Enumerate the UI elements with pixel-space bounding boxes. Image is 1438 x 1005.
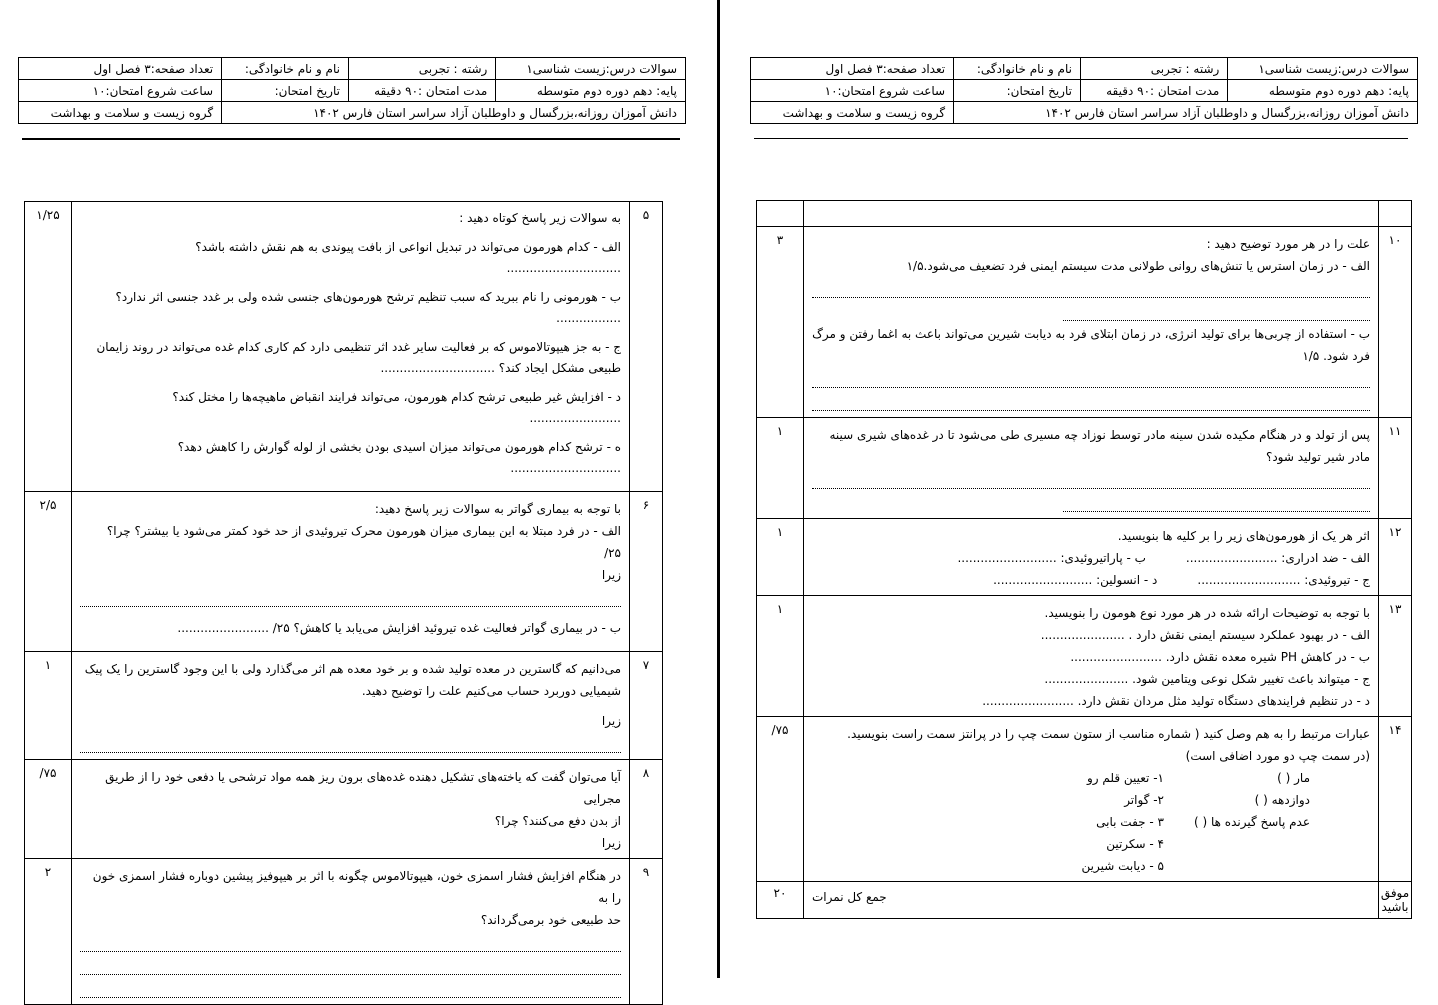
answer-line[interactable] bbox=[80, 586, 621, 607]
question-text: ب - استفاده از چربی‌ها برای تولید انرژی، در زمان ابتلای فرد به دیابت شیرین می‌تواند باعث به اغما رفتن و مرگ bbox=[812, 327, 1370, 341]
header-subject: سوالات درس:زیست شناسی۱ bbox=[1228, 58, 1418, 80]
matching-columns bbox=[812, 767, 1370, 877]
question-number: ۹ bbox=[630, 859, 663, 1005]
questions-table-left bbox=[24, 201, 663, 1005]
header-grade: پایه: دهم دوره دوم متوسطه bbox=[1228, 80, 1418, 102]
question-score: ۲/۵ bbox=[25, 492, 72, 652]
header-students: دانش آموزان روزانه،بزرگسال و داوطلبان آزاد سراسر استان فارس ۱۴۰۲ bbox=[954, 102, 1418, 124]
question-score: ۱ bbox=[757, 596, 804, 717]
header-field: رشته : تجربی bbox=[1080, 58, 1227, 80]
question-text: د - افزایش غیر طبیعی ترشح کدام هورمون، می‌تواند فرایند انقباض ماهیچه‌ها را مختل کند؟ ........................ bbox=[172, 390, 621, 425]
question-number: ۵ bbox=[630, 202, 663, 492]
question-text: حد طبیعی خود برمی‌گرداند؟ bbox=[480, 913, 621, 927]
question-text: طبیعی مشکل ایجاد کند؟ .............................. bbox=[380, 361, 621, 375]
question-number: ۱۳ bbox=[1379, 596, 1412, 717]
question-text: ب - در بیماری گواتر فعالیت غده تیروئید افزایش می‌یابد یا کاهش؟ ۲۵/ ........................ bbox=[177, 621, 621, 635]
header-start-time: ساعت شروع امتحان:۱۰ bbox=[751, 80, 954, 102]
question-number: ۱۲ bbox=[1379, 519, 1412, 596]
answer-line[interactable] bbox=[1063, 491, 1370, 512]
question-text: زیرا bbox=[601, 836, 621, 850]
questions-table-right bbox=[756, 200, 1412, 919]
header-student-name: نام و نام خانوادگی: bbox=[222, 58, 349, 80]
header-group: گروه زیست و سلامت و بهداشت bbox=[19, 102, 222, 124]
question-text: از بدن دفع می‌کنند؟ چرا؟ bbox=[494, 814, 621, 828]
answer-line[interactable] bbox=[80, 732, 621, 753]
question-row bbox=[757, 596, 1412, 717]
question-number: ۱۱ bbox=[1379, 418, 1412, 519]
left-page bbox=[0, 0, 716, 978]
question-row bbox=[757, 418, 1412, 519]
question-text: زیرا bbox=[601, 714, 621, 728]
answer-line[interactable] bbox=[80, 954, 621, 975]
question-row bbox=[25, 492, 663, 652]
question-text: (در سمت چپ دو مورد اضافی است) bbox=[1185, 749, 1370, 763]
total-score: ۲۰ bbox=[757, 882, 804, 919]
answer-line[interactable] bbox=[80, 977, 621, 998]
question-score: ۷۵/ bbox=[25, 760, 72, 859]
question-score: ۱/۲۵ bbox=[25, 202, 72, 492]
matching-item[interactable]: مار ( ) bbox=[1277, 771, 1310, 785]
question-row bbox=[25, 202, 663, 492]
total-label: جمع کل نمرات bbox=[804, 882, 1379, 919]
question-score: ۲ bbox=[25, 859, 72, 1005]
exam-header bbox=[750, 57, 1418, 124]
question-text: د - انسولین: .......................... bbox=[993, 573, 1158, 587]
question-text: آیا می‌توان گفت که یاخته‌های تشکیل دهنده غده‌های برون ریز همه مواد ترشحی یا دفعی خود را از طریق مجرایی bbox=[105, 770, 621, 806]
header-field: رشته : تجربی bbox=[348, 58, 495, 80]
question-number: ۱۰ bbox=[1379, 227, 1412, 418]
answer-line[interactable] bbox=[812, 277, 1370, 298]
answer-line[interactable] bbox=[812, 367, 1370, 388]
header-subject: سوالات درس:زیست شناسی۱ bbox=[496, 58, 686, 80]
question-text: با توجه به بیماری گواتر به سوالات زیر پاسخ دهید: bbox=[374, 502, 621, 516]
matching-option: ۲- گواتر bbox=[1124, 793, 1164, 807]
header-pages: تعداد صفحه:۳ فصل اول bbox=[19, 58, 222, 80]
exam-header bbox=[18, 57, 686, 124]
question-text: ج - تیروئیدی: ........................... bbox=[1197, 573, 1370, 587]
header-rule bbox=[22, 138, 680, 140]
matching-left-column bbox=[1082, 767, 1164, 877]
question-number: ۷ bbox=[630, 652, 663, 760]
answer-line[interactable] bbox=[80, 931, 621, 952]
question-row bbox=[757, 227, 1412, 418]
question-text: الف - کدام هورمون می‌تواند در تبدیل انواعی از بافت پیوندی به هم نقش داشته باشد؟ .............................. bbox=[195, 240, 621, 275]
question-text: اثر هر یک از هورمون‌های زیر را بر کلیه ها بنویسید. bbox=[1117, 529, 1370, 543]
question-score: ۱ bbox=[757, 418, 804, 519]
question-text: شیمیایی دوربرد حساب می‌کنیم علت را توضیح دهید. bbox=[361, 684, 621, 698]
footer-row bbox=[757, 882, 1412, 919]
question-text: فرد شود. ۱/۵ bbox=[1302, 349, 1370, 363]
question-text: می‌دانیم که گاسترین در معده تولید شده و بر خود معده هم اثر می‌گذارد ولی با این وجود گاسترین را یک پیک bbox=[84, 662, 621, 676]
question-text: ب - هورمونی را نام ببرید که سبب تنظیم ترشح هورمون‌های جنسی شده ولی بر غدد جنسی اثر ندارد؟ ................. bbox=[115, 290, 621, 325]
question-row bbox=[25, 652, 663, 760]
header-students: دانش آموزان روزانه،بزرگسال و داوطلبان آزاد سراسر استان فارس ۱۴۰۲ bbox=[222, 102, 686, 124]
question-number: ۸ bbox=[630, 760, 663, 859]
question-text: به سوالات زیر پاسخ کوتاه دهید : bbox=[459, 211, 621, 225]
question-score: ۱ bbox=[25, 652, 72, 760]
matching-right-column bbox=[1194, 767, 1310, 877]
question-text: علت را در هر مورد توضیح دهید : bbox=[1206, 237, 1370, 251]
header-pages: تعداد صفحه:۳ فصل اول bbox=[751, 58, 954, 80]
matching-option: ۵ - دیابت شیرین bbox=[1081, 859, 1164, 873]
matching-item[interactable]: عدم پاسخ گیرنده ها ( ) bbox=[1194, 815, 1310, 829]
question-text: با توجه به توضیحات ارائه شده در هر مورد نوع هومون را بنویسید. bbox=[1044, 606, 1370, 620]
question-text: ب - پاراتیروئیدی: .......................... bbox=[957, 551, 1146, 565]
question-text: الف - در زمان استرس یا تنش‌های روانی طولانی مدت سیستم ایمنی فرد تضعیف می‌شود.۱/۵ bbox=[906, 259, 1370, 273]
question-row bbox=[757, 519, 1412, 596]
header-duration: مدت امتحان :۹۰ دقیقه bbox=[348, 80, 495, 102]
good-luck: موفق باشید bbox=[1379, 882, 1412, 919]
question-text: ۲۵/ bbox=[604, 546, 621, 560]
header-rule bbox=[754, 138, 1408, 139]
question-text: مادر شیر تولید شود؟ bbox=[1265, 450, 1370, 464]
header-student-name: نام و نام خانوادگی: bbox=[954, 58, 1081, 80]
question-score: ۷۵/ bbox=[757, 717, 804, 882]
question-text: در هنگام افزایش فشار اسمزی خون، هیپوتالاموس چگونه با اثر بر هیپوفیز پیشین دوباره فشار اسمزی خون را به bbox=[92, 869, 621, 905]
matching-item[interactable]: دوازدهه ( ) bbox=[1254, 793, 1310, 807]
question-text: الف - در فرد مبتلا به این بیماری میزان هورمون محرک تیروئیدی از حد خود کمتر می‌شود یا بیشتر؟ چرا؟ bbox=[106, 524, 621, 538]
question-text: ج - میتواند باعث تغییر شکل نوعی ویتامین شود. ...................... bbox=[1044, 672, 1370, 686]
question-text: پس از تولد و در هنگام مکیده شدن سینه مادر توسط نوزاد چه مسیری طی می‌شود تا در غده‌های شیری سینه bbox=[829, 428, 1370, 442]
header-exam-date: تاریخ امتحان: bbox=[954, 80, 1081, 102]
answer-line[interactable] bbox=[812, 468, 1370, 489]
question-score: ۳ bbox=[757, 227, 804, 418]
question-row bbox=[25, 760, 663, 859]
question-row bbox=[25, 859, 663, 1005]
header-duration: مدت امتحان :۹۰ دقیقه bbox=[1080, 80, 1227, 102]
question-text: الف - در بهبود عملکرد سیستم ایمنی نقش دارد . ...................... bbox=[1040, 628, 1370, 642]
page-divider bbox=[717, 0, 720, 978]
header-grade: پایه: دهم دوره دوم متوسطه bbox=[496, 80, 686, 102]
question-text: ب - در کاهش PH شیره معده نقش دارد. ........................ bbox=[1070, 650, 1370, 664]
question-text: د - در تنظیم فرایندهای دستگاه تولید مثل مردان نقش دارد. ........................ bbox=[982, 694, 1370, 708]
question-text: ج - به جز هیپوتالاموس که بر فعالیت سایر غدد اثر تنظیمی دارد کم کاری کدام غده می‌تواند در روند زایمان bbox=[96, 340, 621, 354]
question-number: ۶ bbox=[630, 492, 663, 652]
question-text: زیرا bbox=[601, 568, 621, 582]
answer-line[interactable] bbox=[1063, 300, 1370, 321]
header-exam-date: تاریخ امتحان: bbox=[222, 80, 349, 102]
question-text: ه - ترشح کدام هورمون می‌تواند میزان اسیدی بودن بخشی از لوله گوارش را کاهش دهد؟ ............................. bbox=[177, 440, 621, 475]
matching-option: ۴ - سکرتین bbox=[1106, 837, 1164, 851]
answer-line[interactable] bbox=[812, 390, 1370, 411]
matching-option: ۳ - جفت بابی bbox=[1096, 815, 1164, 829]
question-row bbox=[757, 717, 1412, 882]
header-group: گروه زیست و سلامت و بهداشت bbox=[751, 102, 954, 124]
question-number: ۱۴ bbox=[1379, 717, 1412, 882]
question-score: ۱ bbox=[757, 519, 804, 596]
header-start-time: ساعت شروع امتحان:۱۰ bbox=[19, 80, 222, 102]
question-text: الف - ضد ادراری: ........................ bbox=[1185, 551, 1370, 565]
question-text: عبارات مرتبط را به هم وصل کنید ( شماره مناسب از ستون سمت چپ را در پرانتز سمت راست بنویسید. bbox=[847, 727, 1370, 741]
matching-option: ۱- تعیین قلم رو bbox=[1086, 771, 1164, 785]
right-page bbox=[720, 0, 1438, 978]
